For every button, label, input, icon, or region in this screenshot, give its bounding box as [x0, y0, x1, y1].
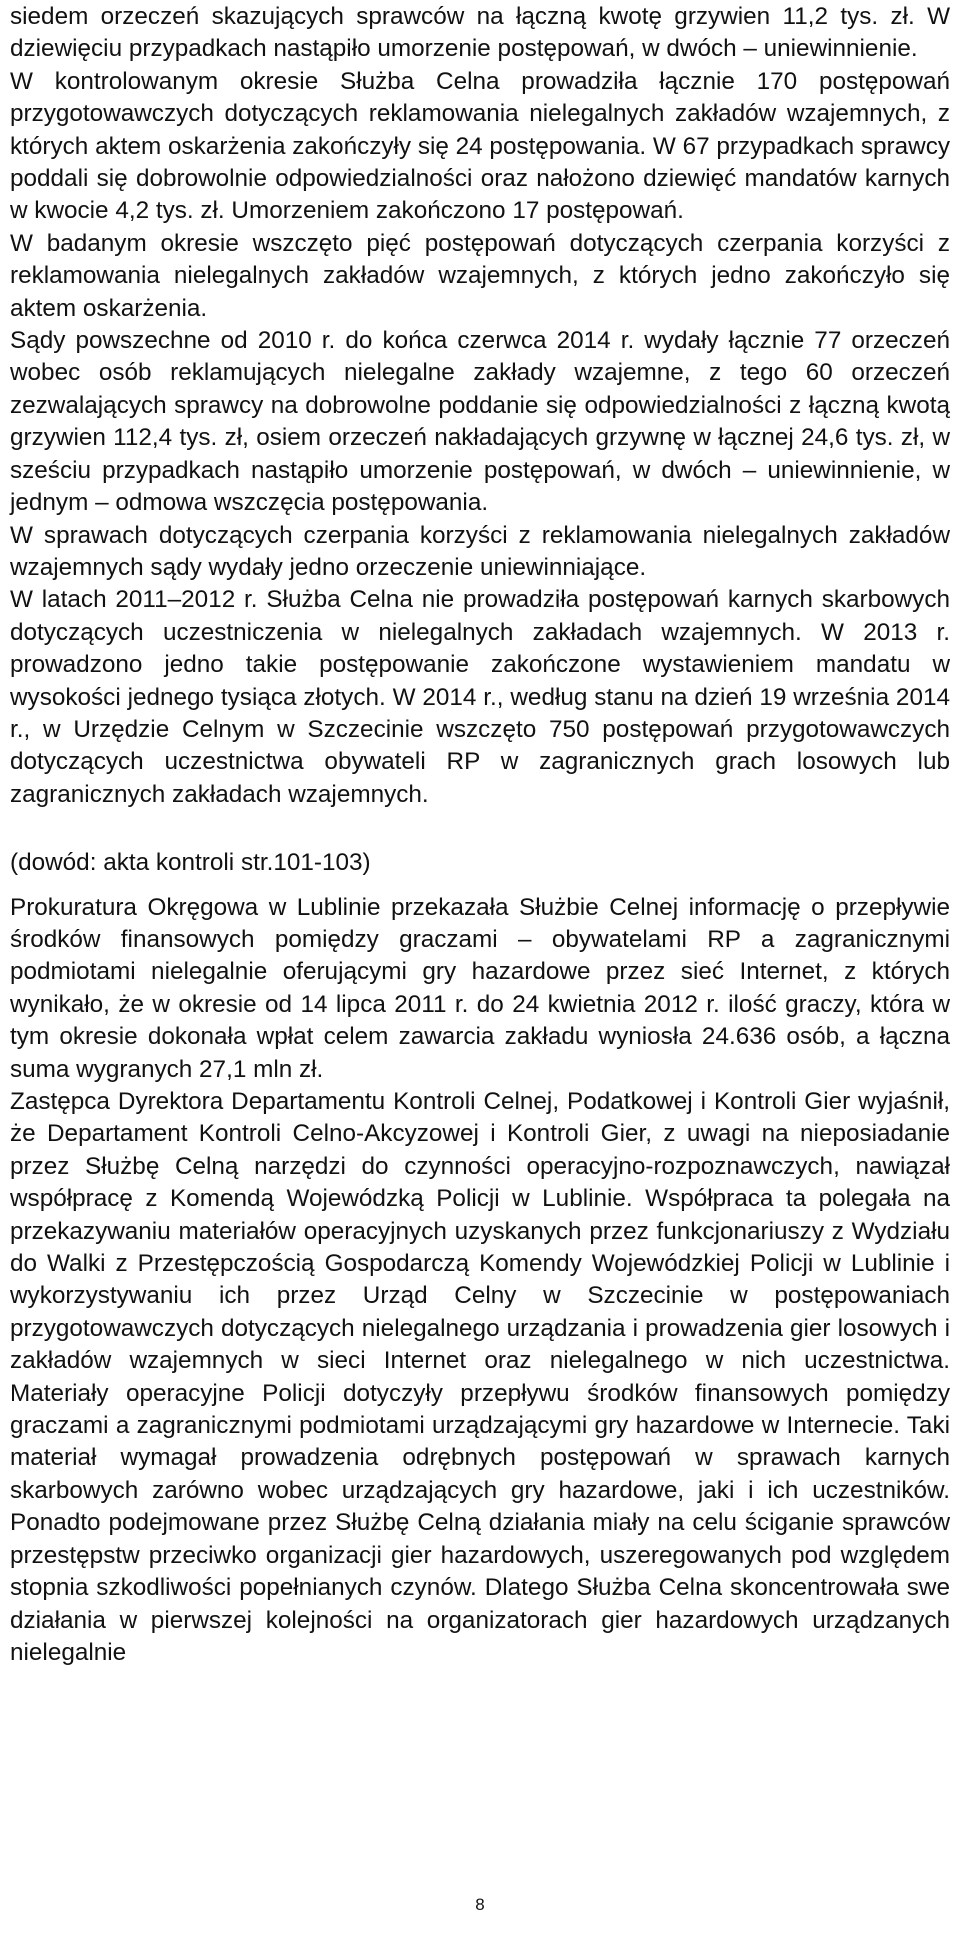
page-number: 8: [475, 1895, 485, 1914]
paragraph-court-acquittal: W sprawach dotyczących czerpania korzyści z reklamowania nielegalnych zakładów wzajemnych sądy wydały jedno orzeczenie uniewinniające.: [10, 521, 950, 581]
paragraph-common-courts: Sądy powszechne od 2010 r. do końca czerwca 2014 r. wydały łącznie 77 orzeczeń wobec osób reklamujących nielegalne zakłady wzajemne, z tego 60 orzeczeń zezwalających sprawcy na dobrowolne poddanie się odpowiedzialności z łączną kwotą grzywien 112,4 tys. zł, osiem orzeczeń nakładających grzywnę w łącznej 24,6 tys. zł, w sześciu przypadkach nastąpiło umorzenie postępowań, w dwóch – uniewinnienie, w jednym – odmowa wszczęcia postępowania.: [10, 327, 950, 517]
paragraph-prosecutor-information: Prokuratura Okręgowa w Lublinie przekazała Służbie Celnej informację o przepływie środków finansowych pomiędzy graczami – obywatelami RP a zagranicznymi podmiotami nielegalnie oferującymi gry hazardowe przez sieć Internet, z których wynikało, że w okresie od 14 lipca 2011 r. do 24 kwietnia 2012 r. ilość graczy, która w tym okresie dokonała wpłat celem zawarcia zakładu wyniosła 24.636 osób, a łączna suma wygranych 27,1 mln zł.: [10, 893, 950, 1083]
paragraph-advertising-proceedings: W kontrolowanym okresie Służba Celna prowadziła łącznie 170 postępowań przygotowawczych dotyczących reklamowania nielegalnych zakładów wzajemnych, z których aktem oskarżenia zakończyły się 24 postępowania. W 67 przypadkach sprawcy poddali się dobrowolnie odpowiedzialności oraz nałożono dziewięć mandatów karnych w kwocie 4,2 tys. zł. Umorzeniem zakończono 17 postępowań.: [10, 67, 950, 225]
document-body: [10, 1, 950, 1669]
paragraph-participation-proceedings: W latach 2011–2012 r. Służba Celna nie prowadziła postępowań karnych skarbowych dotyczących uczestniczenia w nielegalnych zakładach wzajemnych. W 2013 r. prowadzono jedno takie postępowanie zakończone wystawieniem mandatu w wysokości jednego tysiąca złotych. W 2014 r., według stanu na dzień 19 września 2014 r., w Urzędzie Celnym w Szczecinie wszczęto 750 postępowań przygotowawczych dotyczących uczestnictwa obywateli RP w zagranicznych grach losowych lub zagranicznych zakładach wzajemnych.: [10, 586, 950, 808]
paragraph-profit-proceedings: W badanym okresie wszczęto pięć postępowań dotyczących czerpania korzyści z reklamowania nielegalnych zakładów wzajemnych, z których jedno zakończyło się aktem oskarżenia.: [10, 229, 950, 322]
paragraph-deputy-director-explanation: Zastępca Dyrektora Departamentu Kontroli Celnej, Podatkowej i Kontroli Gier wyjaśnił, że Departament Kontroli Celno-Akcyzowej i Kontroli Gier, z uwagi na nieposiadanie przez Służbę Celną narzędzi do czynności operacyjno-rozpoznawczych, nawiązał współpracę z Komendą Wojewódzką Policji w Lublinie. Współpraca ta polegała na przekazywaniu materiałów operacyjnych uzyskanych przez funkcjonariuszy z Wydziału do Walki z Przestępczością Gospodarczą Komendy Wojewódzkiej Policji w Lublinie i wykorzystywaniu ich przez Urząd Celny w Szczecinie w postępowaniach przygotowawczych dotyczących nielegalnego urządzania i prowadzenia gier losowych i zakładów wzajemnych w sieci Internet oraz nielegalnego w nich uczestnictwa. Materiały operacyjne Policji dotyczyły przepływu środków finansowych pomiędzy graczami a zagranicznymi podmiotami urządzającymi gry hazardowe w Internecie. Taki materiał wymagał prowadzenia odrębnych postępowań w sprawach karnych skarbowych zarówno wobec urządzających gry hazardowe, jaki i ich uczestników. Ponadto podejmowane przez Służbę Celną działania miały na celu ściganie sprawców przestępstw przeciwko organizacji gier hazardowych, uszeregowanych pod względem stopnia szkodliwości popełnianych czynów. Dlatego Służba Celna skoncentrowała swe działania w pierwszej kolejności na organizatorach gier hazardowych urządzanych nielegalnie: [10, 1088, 950, 1666]
evidence-note: (dowód: akta kontroli str.101-103): [10, 849, 371, 877]
paragraph-sentences-summary: siedem orzeczeń skazujących sprawców na łączną kwotę grzywien 11,2 tys. zł. W dziewięciu przypadkach nastąpiło umorzenie postępowań, w dwóch – uniewinnienie.: [10, 3, 950, 63]
